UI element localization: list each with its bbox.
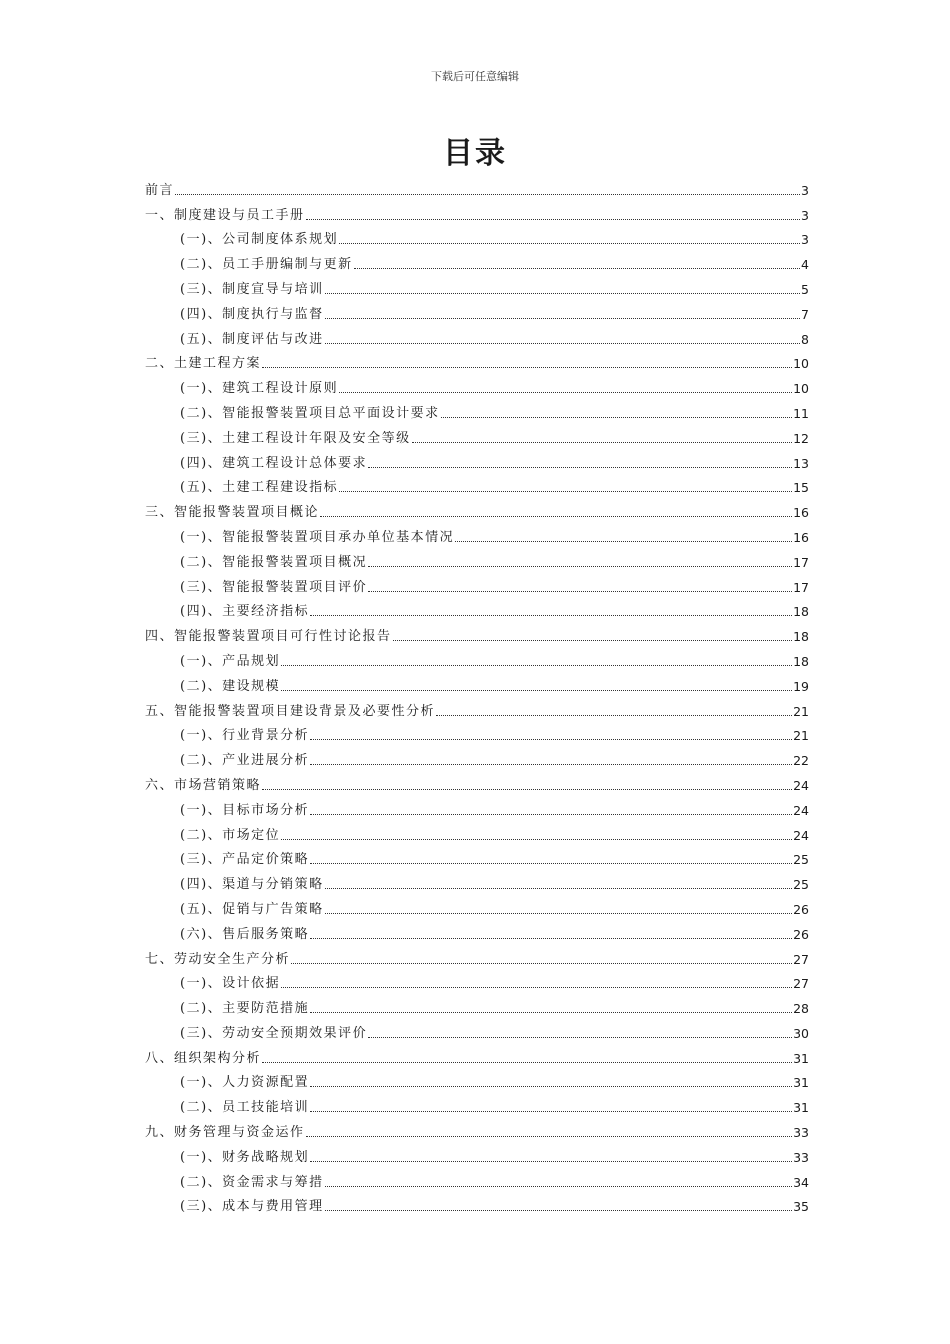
- toc-subentry[interactable]: [145, 1017, 809, 1042]
- toc-subentry[interactable]: [145, 893, 809, 918]
- toc-dot-leader: [262, 367, 792, 368]
- toc-entry-label: (五)、土建工程建设指标: [180, 480, 339, 496]
- toc-entry-label: (二)、资金需求与筹措: [180, 1174, 324, 1190]
- toc-subentry[interactable]: [145, 968, 809, 993]
- toc-dot-leader: [175, 194, 800, 195]
- toc-entry-label: (二)、智能报警装置项目总平面设计要求: [180, 405, 440, 421]
- toc-subentry[interactable]: [145, 1191, 809, 1216]
- toc-subentry[interactable]: [145, 794, 809, 819]
- toc-subentry[interactable]: [145, 868, 809, 893]
- toc-subentry[interactable]: [145, 918, 809, 943]
- toc-subentry[interactable]: [145, 1067, 809, 1092]
- toc-page-number: 31: [793, 1050, 809, 1066]
- toc-subentry[interactable]: [145, 248, 809, 273]
- toc-dot-leader: [306, 1136, 793, 1137]
- toc-subentry[interactable]: [145, 992, 809, 1017]
- toc-page-number: 5: [801, 281, 809, 297]
- page-title: 目录: [443, 136, 507, 171]
- toc-dot-leader: [354, 268, 800, 269]
- toc-entry-label: (二)、主要防范措施: [180, 1001, 310, 1017]
- toc-subentry[interactable]: [145, 571, 809, 596]
- toc-subentry[interactable]: [145, 224, 809, 249]
- toc-dot-leader: [455, 541, 792, 542]
- toc-dot-leader: [281, 987, 792, 988]
- toc-page-number: 33: [793, 1125, 809, 1141]
- toc-subentry[interactable]: [145, 744, 809, 769]
- toc-dot-leader: [310, 1086, 792, 1087]
- toc-entry[interactable]: [145, 943, 809, 968]
- toc-dot-leader: [281, 665, 792, 666]
- toc-page-number: 11: [793, 405, 809, 421]
- header-note: 下载后可任意编辑: [431, 70, 519, 83]
- toc-entry-label: (五)、制度评估与改进: [180, 331, 324, 347]
- toc-dot-leader: [281, 839, 792, 840]
- toc-subentry[interactable]: [145, 422, 809, 447]
- toc-entry-label: (四)、主要经济指标: [180, 604, 310, 620]
- toc-dot-leader: [368, 566, 792, 567]
- toc-entry-label: (一)、设计依据: [180, 976, 281, 992]
- toc-dot-leader: [320, 516, 792, 517]
- toc-page-number: 24: [793, 802, 809, 818]
- toc-dot-leader: [325, 888, 792, 889]
- toc-dot-leader: [262, 789, 792, 790]
- toc-dot-leader: [325, 293, 800, 294]
- toc-entry-label: 八、组织架构分析: [145, 1050, 262, 1066]
- toc-subentry[interactable]: [145, 323, 809, 348]
- toc-entry-label: (四)、建筑工程设计总体要求: [180, 455, 368, 471]
- table-of-contents: [145, 174, 809, 1215]
- toc-dot-leader: [412, 442, 792, 443]
- toc-subentry[interactable]: [145, 844, 809, 869]
- toc-page-number: 8: [801, 331, 809, 347]
- toc-dot-leader: [310, 863, 792, 864]
- toc-page-number: 25: [793, 852, 809, 868]
- toc-entry-label: (四)、渠道与分销策略: [180, 877, 324, 893]
- toc-dot-leader: [339, 243, 800, 244]
- toc-entry-label: (五)、促销与广告策略: [180, 901, 324, 917]
- toc-entry[interactable]: [145, 348, 809, 373]
- toc-entry[interactable]: [145, 496, 809, 521]
- toc-subentry[interactable]: [145, 546, 809, 571]
- toc-dot-leader: [368, 1037, 792, 1038]
- toc-dot-leader: [310, 615, 792, 616]
- toc-page-number: 18: [793, 604, 809, 620]
- toc-page-number: 26: [793, 901, 809, 917]
- toc-dot-leader: [325, 318, 800, 319]
- toc-dot-leader: [310, 814, 792, 815]
- toc-entry-label: (二)、建设规模: [180, 678, 281, 694]
- toc-subentry[interactable]: [145, 273, 809, 298]
- toc-page-number: 17: [793, 554, 809, 570]
- toc-subentry[interactable]: [145, 521, 809, 546]
- toc-entry-label: (二)、智能报警装置项目概况: [180, 554, 368, 570]
- toc-dot-leader: [436, 715, 792, 716]
- toc-dot-leader: [339, 392, 792, 393]
- toc-entry-label: (六)、售后服务策略: [180, 926, 310, 942]
- toc-page-number: 21: [793, 728, 809, 744]
- toc-entry-label: (一)、建筑工程设计原则: [180, 381, 339, 397]
- toc-entry-label: 九、财务管理与资金运作: [145, 1125, 305, 1141]
- toc-entry[interactable]: [145, 695, 809, 720]
- toc-dot-leader: [310, 1012, 792, 1013]
- toc-page-number: 21: [793, 703, 809, 719]
- toc-page-number: 16: [793, 505, 809, 521]
- toc-entry-label: (三)、产品定价策略: [180, 852, 310, 868]
- toc-dot-leader: [281, 690, 792, 691]
- toc-dot-leader: [393, 640, 793, 641]
- toc-subentry[interactable]: [145, 1166, 809, 1191]
- toc-page-number: 31: [793, 1100, 809, 1116]
- toc-entry-label: (一)、公司制度体系规划: [180, 232, 339, 248]
- toc-subentry[interactable]: [145, 670, 809, 695]
- toc-page-number: 35: [793, 1199, 809, 1215]
- toc-entry-label: (二)、产业进展分析: [180, 753, 310, 769]
- toc-page-number: 25: [793, 877, 809, 893]
- toc-subentry[interactable]: [145, 819, 809, 844]
- toc-dot-leader: [325, 913, 792, 914]
- toc-dot-leader: [325, 1210, 792, 1211]
- toc-page-number: 15: [793, 480, 809, 496]
- toc-page-number: 27: [793, 976, 809, 992]
- toc-entry[interactable]: [145, 1116, 809, 1141]
- toc-page-number: 31: [793, 1075, 809, 1091]
- toc-entry[interactable]: [145, 174, 809, 199]
- toc-page-number: 24: [793, 827, 809, 843]
- toc-entry-label: (三)、成本与费用管理: [180, 1199, 324, 1215]
- toc-subentry[interactable]: [145, 397, 809, 422]
- toc-dot-leader: [441, 417, 792, 418]
- toc-entry[interactable]: [145, 769, 809, 794]
- toc-subentry[interactable]: [145, 596, 809, 621]
- toc-subentry[interactable]: [145, 1091, 809, 1116]
- toc-subentry[interactable]: [145, 298, 809, 323]
- toc-entry[interactable]: [145, 620, 809, 645]
- toc-page-number: 4: [801, 257, 809, 273]
- toc-dot-leader: [310, 1161, 792, 1162]
- toc-page-number: 13: [793, 455, 809, 471]
- toc-subentry[interactable]: [145, 720, 809, 745]
- toc-entry-label: (三)、劳动安全预期效果评价: [180, 1025, 368, 1041]
- toc-page-number: 12: [793, 430, 809, 446]
- toc-entry-label: (一)、智能报警装置项目承办单位基本情况: [180, 529, 455, 545]
- toc-page-number: 16: [793, 529, 809, 545]
- toc-entry-label: (一)、行业背景分析: [180, 728, 310, 744]
- toc-subentry[interactable]: [145, 447, 809, 472]
- toc-page-number: 19: [793, 678, 809, 694]
- toc-dot-leader: [310, 739, 792, 740]
- toc-dot-leader: [368, 591, 792, 592]
- toc-dot-leader: [325, 1186, 792, 1187]
- toc-entry-label: (一)、财务战略规划: [180, 1149, 310, 1165]
- toc-dot-leader: [262, 1062, 792, 1063]
- toc-page-number: 10: [793, 381, 809, 397]
- toc-dot-leader: [310, 938, 792, 939]
- toc-entry-label: (二)、员工手册编制与更新: [180, 257, 353, 273]
- toc-subentry[interactable]: [145, 645, 809, 670]
- toc-entry-label: 六、市场营销策略: [145, 777, 262, 793]
- toc-page-number: 22: [793, 753, 809, 769]
- toc-page-number: 34: [793, 1174, 809, 1190]
- toc-entry-label: (一)、产品规划: [180, 653, 281, 669]
- toc-entry-label: (二)、员工技能培训: [180, 1100, 310, 1116]
- toc-entry-label: (一)、目标市场分析: [180, 802, 310, 818]
- toc-entry-label: (二)、市场定位: [180, 827, 281, 843]
- toc-page-number: 30: [793, 1025, 809, 1041]
- toc-dot-leader: [306, 219, 801, 220]
- toc-dot-leader: [325, 343, 800, 344]
- toc-subentry[interactable]: [145, 472, 809, 497]
- toc-page-number: 17: [793, 579, 809, 595]
- toc-dot-leader: [368, 467, 792, 468]
- toc-entry-label: 五、智能报警装置项目建设背景及必要性分析: [145, 703, 436, 719]
- toc-entry-label: (三)、土建工程设计年限及安全等级: [180, 430, 411, 446]
- toc-entry-label: 三、智能报警装置项目概论: [145, 505, 320, 521]
- toc-entry-label: 四、智能报警装置项目可行性讨论报告: [145, 629, 392, 645]
- toc-page-number: 3: [801, 182, 809, 198]
- toc-entry-label: 一、制度建设与员工手册: [145, 207, 305, 223]
- toc-page-number: 24: [793, 777, 809, 793]
- toc-entry-label: (一)、人力资源配置: [180, 1075, 310, 1091]
- toc-page-number: 3: [801, 232, 809, 248]
- toc-dot-leader: [339, 491, 792, 492]
- toc-dot-leader: [291, 963, 792, 964]
- toc-entry[interactable]: [145, 1042, 809, 1067]
- toc-entry[interactable]: [145, 199, 809, 224]
- toc-page-number: 10: [793, 356, 809, 372]
- toc-entry-label: 七、劳动安全生产分析: [145, 951, 291, 967]
- toc-page-number: 26: [793, 926, 809, 942]
- toc-page-number: 3: [801, 207, 809, 223]
- toc-page-number: 18: [793, 653, 809, 669]
- toc-page-number: 28: [793, 1001, 809, 1017]
- toc-entry-label: 二、土建工程方案: [145, 356, 262, 372]
- toc-page-number: 27: [793, 951, 809, 967]
- toc-page-number: 7: [801, 306, 809, 322]
- toc-subentry[interactable]: [145, 372, 809, 397]
- toc-entry-label: 前言: [145, 182, 175, 198]
- toc-entry-label: (四)、制度执行与监督: [180, 306, 324, 322]
- toc-subentry[interactable]: [145, 1141, 809, 1166]
- toc-entry-label: (三)、制度宣导与培训: [180, 281, 324, 297]
- toc-dot-leader: [310, 1111, 792, 1112]
- toc-page-number: 18: [793, 629, 809, 645]
- toc-dot-leader: [310, 764, 792, 765]
- toc-entry-label: (三)、智能报警装置项目评价: [180, 579, 368, 595]
- toc-page-number: 33: [793, 1149, 809, 1165]
